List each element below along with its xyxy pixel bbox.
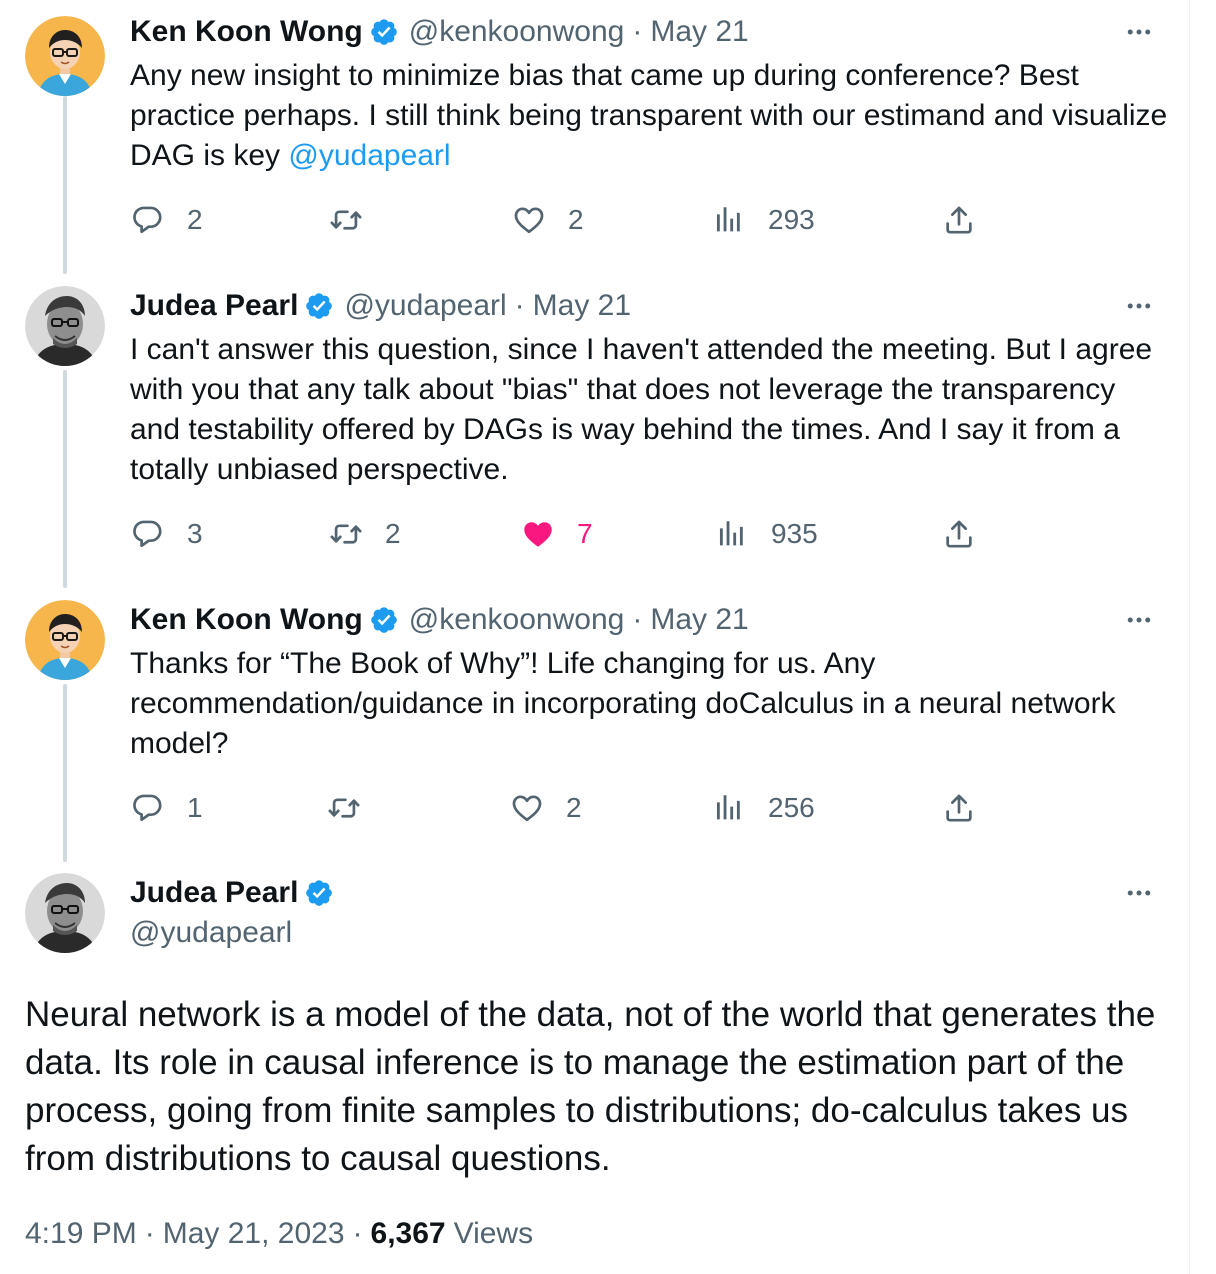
- tweet-date[interactable]: May 21: [532, 289, 632, 322]
- retweet-icon: [329, 517, 363, 551]
- handle[interactable]: @kenkoonwong: [408, 603, 625, 636]
- like-count: 7: [577, 518, 593, 549]
- display-name[interactable]: Judea Pearl: [130, 876, 299, 909]
- avatar-image: [25, 600, 105, 680]
- share-button[interactable]: [942, 200, 976, 240]
- main-tweet-author: [130, 873, 344, 913]
- verified-badge-icon[interactable]: [369, 605, 399, 635]
- views-icon: [712, 791, 746, 825]
- reply-icon: [131, 791, 165, 825]
- views-count[interactable]: 6,367: [370, 1217, 446, 1250]
- views-icon: [712, 203, 746, 237]
- thread-connector: [63, 684, 67, 862]
- separator: ·: [514, 289, 525, 322]
- avatar[interactable]: [25, 16, 105, 96]
- separator: ·: [632, 603, 643, 636]
- separator: ·: [632, 15, 643, 48]
- handle[interactable]: @yudapearl: [344, 289, 507, 322]
- verified-badge-icon[interactable]: [304, 291, 334, 321]
- more-icon: [1124, 605, 1154, 635]
- view-count: 256: [768, 792, 815, 823]
- tweet-text-content: Any new insight to minimize bias that came up during conference? Best practice perhaps. I still think being transparent with our estimand and visualize DAG is key: [130, 59, 1168, 172]
- display-name[interactable]: Ken Koon Wong: [130, 15, 363, 48]
- view-count: 935: [771, 518, 818, 549]
- tweet-text: [130, 56, 1170, 176]
- like-count: 2: [566, 792, 582, 823]
- like-icon: [510, 791, 544, 825]
- verified-badge-icon[interactable]: [369, 17, 399, 47]
- view-count: 293: [768, 204, 815, 235]
- retweet-button[interactable]: [329, 514, 401, 554]
- like-count: 2: [568, 204, 584, 235]
- display-name[interactable]: Judea Pearl: [130, 289, 299, 322]
- tweet-date[interactable]: May 21, 2023: [162, 1217, 345, 1250]
- mention-link[interactable]: @yudapearl: [288, 139, 451, 172]
- views-icon: [715, 517, 749, 551]
- avatar[interactable]: [25, 873, 105, 953]
- reply-button[interactable]: [131, 788, 203, 828]
- reply-count: 3: [187, 518, 203, 549]
- more-icon: [1124, 291, 1154, 321]
- avatar-image: [25, 286, 105, 366]
- separator: ·: [352, 1217, 363, 1250]
- main-tweet-text: Neural network is a model of the data, not of the world that generates the data. Its role in causal inference is to manage the estimation part of the process, going from finite samples to distributions; do-calculus takes us from distributions to causal questions.: [25, 995, 1156, 1178]
- reply-icon: [131, 203, 165, 237]
- like-button[interactable]: [512, 200, 584, 240]
- tweet-metadata: [25, 1212, 533, 1256]
- thread-connector: [63, 96, 67, 274]
- share-icon: [942, 517, 976, 551]
- share-button[interactable]: [942, 788, 976, 828]
- tweet-time[interactable]: 4:19 PM: [25, 1217, 137, 1250]
- more-icon: [1124, 17, 1154, 47]
- views-button[interactable]: [712, 788, 815, 828]
- more-icon: [1124, 878, 1154, 908]
- like-icon: [512, 203, 546, 237]
- reply-count: 2: [187, 204, 203, 235]
- timeline-right-border: [1189, 0, 1190, 1274]
- views-label: Views: [453, 1217, 534, 1250]
- share-icon: [942, 203, 976, 237]
- tweet-header: [130, 600, 749, 640]
- like-filled-icon: [521, 517, 555, 551]
- tweet-header: [130, 12, 749, 52]
- verified-badge-icon[interactable]: [304, 878, 334, 908]
- tweet-text: I can't answer this question, since I haven't attended the meeting. But I agree with you that any talk about "bias" that does not leverage the transparency and testability offered by DAGs is way behind the times. And I say it from a totally unbiased perspective.: [130, 333, 1153, 486]
- reply-icon: [131, 517, 165, 551]
- tweet-date[interactable]: May 21: [650, 603, 749, 636]
- separator: ·: [144, 1217, 155, 1250]
- avatar[interactable]: [25, 600, 105, 680]
- reply-button[interactable]: [131, 514, 203, 554]
- avatar-image: [25, 873, 105, 953]
- more-button[interactable]: [1124, 605, 1154, 635]
- tweet-text: Thanks for “The Book of Why”! Life changing for us. Any recommendation/guidance in incorporating doCalculus in a neural network model?: [130, 647, 1116, 760]
- handle[interactable]: @kenkoonwong: [408, 15, 625, 48]
- retweet-icon: [329, 203, 363, 237]
- display-name[interactable]: Ken Koon Wong: [130, 603, 363, 636]
- tweet-header: [130, 286, 631, 326]
- share-button[interactable]: [942, 514, 976, 554]
- more-button[interactable]: [1124, 878, 1154, 908]
- thread-connector: [63, 370, 67, 588]
- views-button[interactable]: [712, 200, 815, 240]
- more-button[interactable]: [1124, 291, 1154, 321]
- views-button[interactable]: [715, 514, 818, 554]
- more-button[interactable]: [1124, 17, 1154, 47]
- share-icon: [942, 791, 976, 825]
- retweet-button[interactable]: [327, 788, 361, 828]
- reply-count: 1: [187, 792, 203, 823]
- retweet-count: 2: [385, 518, 401, 549]
- like-button[interactable]: [521, 514, 593, 554]
- retweet-button[interactable]: [329, 200, 363, 240]
- avatar[interactable]: [25, 286, 105, 366]
- retweet-icon: [327, 791, 361, 825]
- like-button[interactable]: [510, 788, 582, 828]
- tweet-date[interactable]: May 21: [650, 15, 749, 48]
- reply-button[interactable]: [131, 200, 203, 240]
- avatar-image: [25, 16, 105, 96]
- handle[interactable]: @yudapearl: [130, 916, 293, 949]
